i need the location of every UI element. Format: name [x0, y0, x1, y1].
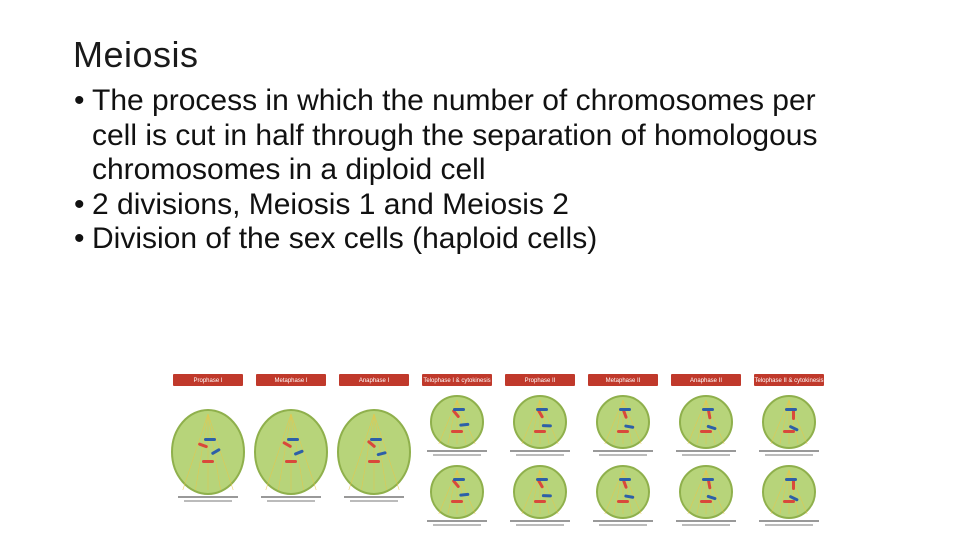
chromosome-red: [534, 430, 546, 433]
chromosome-blue: [619, 408, 631, 411]
chromosome-blue: [536, 408, 548, 411]
bullet-item: [74, 84, 874, 188]
stage-header-label: Anaphase I: [358, 378, 390, 384]
chromosome-red: [700, 500, 712, 503]
chromosome-blue: [785, 408, 797, 411]
bullet-symbol: •: [74, 84, 85, 117]
chromosome-red: [451, 430, 463, 433]
bullet-text: 2 divisions, Meiosis 1 and Meiosis 2: [92, 187, 569, 221]
caption-line: [759, 520, 819, 522]
bullet-text: The process in which the number of chromosomes per cell is cut in half through the separation of homologous chromosomes in a diploid cell: [92, 84, 818, 186]
caption-line: [184, 500, 232, 502]
caption-line: [427, 520, 487, 522]
stage-header-label: Telophase I & cytokinesis: [423, 378, 491, 384]
caption-line: [676, 450, 736, 452]
chromosome-red: [285, 460, 297, 463]
chromosome-blue: [453, 478, 465, 481]
slide-title: Meiosis: [73, 34, 199, 75]
caption-line: [516, 454, 564, 456]
stage-header-label: Anaphase II: [689, 378, 723, 384]
bullet-list: [74, 84, 874, 257]
caption-line: [433, 454, 481, 456]
meiosis-diagram-image: [148, 372, 824, 540]
caption-line: [510, 520, 570, 522]
stage-header-label: Metaphase II: [605, 378, 641, 384]
chromosome-blue: [542, 424, 552, 427]
chromosome-blue: [702, 408, 714, 411]
caption-line: [682, 524, 730, 526]
stage-header-label: Telophase II & cytokinesis: [754, 378, 824, 384]
chromosome-blue: [370, 438, 382, 441]
caption-line: [350, 500, 398, 502]
caption-line: [765, 524, 813, 526]
caption-line: [261, 496, 321, 498]
chromosome-red: [700, 430, 712, 433]
chromosome-blue: [287, 438, 299, 441]
bullet-symbol: •: [74, 187, 85, 221]
chromosome-blue: [453, 408, 465, 411]
chromosome-red: [617, 500, 629, 503]
chromosome-red: [783, 500, 795, 503]
chromosome-red: [451, 500, 463, 503]
chromosome-red: [617, 430, 629, 433]
caption-line: [676, 520, 736, 522]
caption-line: [593, 520, 653, 522]
bullet-symbol: •: [74, 222, 85, 255]
chromosome-red: [783, 430, 795, 433]
stage-header-label: Prophase I: [193, 378, 223, 384]
caption-line: [267, 500, 315, 502]
bullet-text: Division of the sex cells (haploid cells): [92, 222, 598, 255]
caption-line: [599, 524, 647, 526]
caption-line: [433, 524, 481, 526]
chromosome-red: [792, 410, 795, 420]
caption-line: [759, 450, 819, 452]
caption-line: [682, 454, 730, 456]
stage-header-label: Prophase II: [524, 378, 556, 384]
chromosome-red: [202, 460, 214, 463]
caption-line: [178, 496, 238, 498]
caption-line: [516, 524, 564, 526]
caption-line: [344, 496, 404, 498]
caption-line: [510, 450, 570, 452]
caption-line: [765, 454, 813, 456]
bullet-item: [74, 188, 874, 223]
chromosome-blue: [542, 494, 552, 497]
bullet-item: [74, 222, 874, 257]
caption-line: [599, 454, 647, 456]
chromosome-blue: [785, 478, 797, 481]
chromosome-red: [368, 460, 380, 463]
chromosome-blue: [702, 478, 714, 481]
caption-line: [427, 450, 487, 452]
chromosome-red: [792, 480, 795, 490]
chromosome-blue: [536, 478, 548, 481]
chromosome-blue: [204, 438, 216, 441]
caption-line: [593, 450, 653, 452]
chromosome-blue: [619, 478, 631, 481]
chromosome-red: [534, 500, 546, 503]
stage-header-label: Metaphase I: [274, 378, 308, 384]
